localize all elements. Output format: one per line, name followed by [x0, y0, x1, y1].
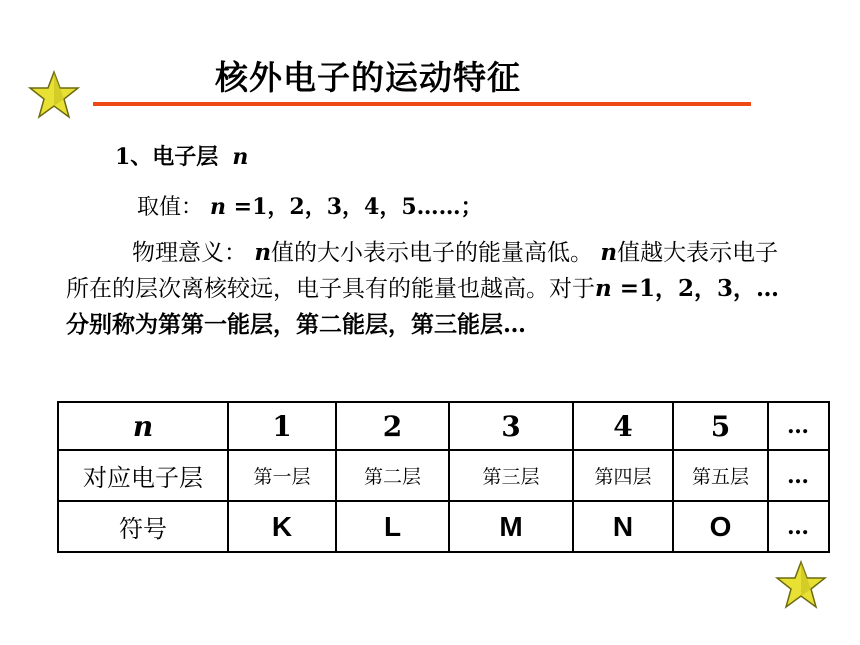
table-cell: N	[573, 501, 673, 552]
meaning-label: 物理意义：	[132, 240, 247, 266]
header-cell-n: n	[58, 402, 228, 450]
table-cell: 第二层	[336, 450, 449, 501]
table-cell: O	[673, 501, 768, 552]
shell-table	[57, 401, 830, 553]
table-cell-ellipsis: …	[768, 450, 829, 501]
header-cell: 5	[673, 402, 768, 450]
table-cell: L	[336, 501, 449, 552]
title-underline	[93, 102, 751, 106]
meaning-text-3: =1，2，3，…分别称为第第一能层，第二能层，第三能层…	[66, 275, 780, 338]
meaning-text-2: 值越大表示电子所在的层次离核较远，电子具有的能量也越高。对于	[66, 240, 779, 302]
values-label: 取值：	[137, 195, 204, 220]
table-cell: M	[449, 501, 573, 552]
row-label: 符号	[58, 501, 228, 552]
star-icon	[28, 70, 80, 120]
header-cell: 1	[228, 402, 336, 450]
table-row	[58, 501, 829, 552]
table-row	[58, 450, 829, 501]
header-cell: 4	[573, 402, 673, 450]
values-var: n	[210, 194, 227, 220]
item-values	[137, 190, 483, 221]
meaning-var-2: n	[600, 239, 618, 266]
values-list: =1，2，3，4，5……；	[226, 194, 483, 220]
item1-label: 1、电子层	[115, 144, 219, 170]
meaning-var-1: n	[254, 239, 272, 266]
star-icon	[775, 560, 827, 610]
header-cell-ellipsis: …	[768, 402, 829, 450]
table-cell: 第四层	[573, 450, 673, 501]
item-electron-shell	[115, 140, 248, 171]
item1-var: n	[232, 144, 249, 170]
table-cell: 第五层	[673, 450, 768, 501]
meaning-var-3: n	[595, 275, 612, 302]
meaning-text-1: 值的大小表示电子的能量高低。	[271, 240, 594, 266]
table-cell: K	[228, 501, 336, 552]
meaning-paragraph	[66, 235, 796, 343]
table-cell: 第一层	[228, 450, 336, 501]
table-header-row	[58, 402, 829, 450]
table-cell: 第三层	[449, 450, 573, 501]
row-label: 对应电子层	[58, 450, 228, 501]
table-cell-ellipsis: …	[768, 501, 829, 552]
header-cell: 3	[449, 402, 573, 450]
header-cell: 2	[336, 402, 449, 450]
page-title: 核外电子的运动特征	[215, 58, 521, 97]
